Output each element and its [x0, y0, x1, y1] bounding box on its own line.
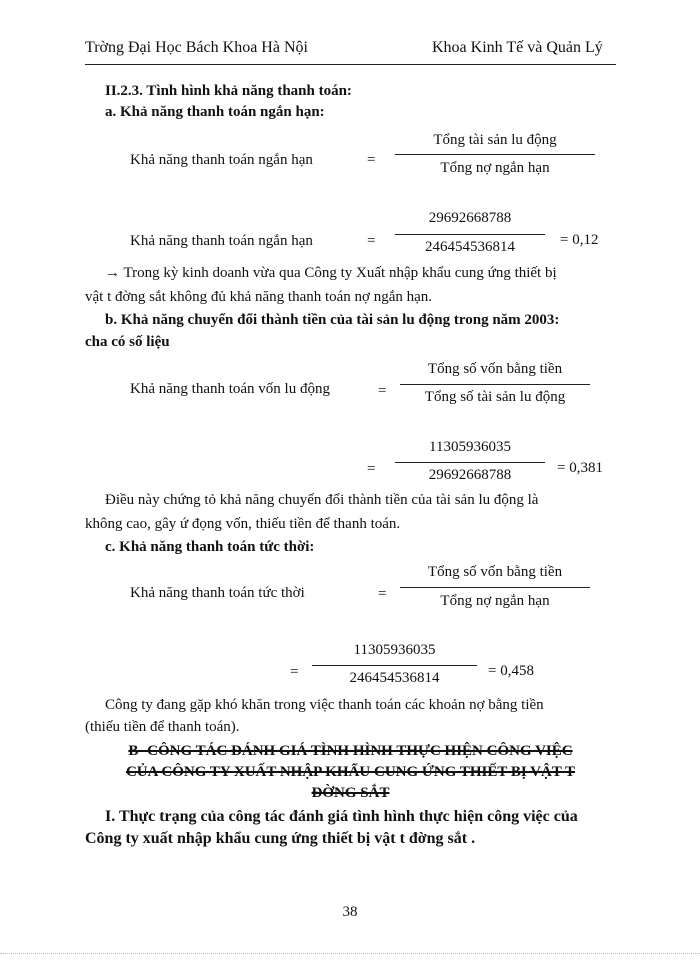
formula-c-fraction-line	[400, 587, 590, 588]
calc-b-result: = 0,381	[557, 460, 603, 476]
calc-c-fraction-line	[312, 665, 477, 666]
note-c-line2: (thiếu tiền để thanh toán).	[85, 719, 240, 735]
note-c-line1: Công ty đang gặp khó khăn trong việc thanh toán các khoản nợ bằng tiền	[105, 697, 544, 713]
calc-a-result: = 0,12	[560, 232, 599, 248]
formula-b-label: Khả năng thanh toán vốn lu động	[130, 381, 330, 397]
calc-a-eq: =	[367, 233, 376, 249]
subsection-a-title: a. Khả năng thanh toán ngắn hạn:	[105, 104, 325, 120]
calc-a-label: Khả năng thanh toán ngắn hạn	[130, 233, 313, 249]
header-left: Trờng Đại Học Bách Khoa Hà Nội	[85, 39, 308, 56]
calc-b-numerator: 11305936035	[429, 439, 511, 455]
formula-a-fraction-line	[395, 154, 595, 155]
page-number: 38	[342, 904, 358, 920]
formula-a-numerator: Tổng tài sản lu động	[433, 132, 557, 148]
subsection-b-sub: cha có số liệu	[85, 334, 170, 350]
part-b-heading-line3: ĐỜNG SẮT	[311, 785, 390, 801]
part-i-line1: I. Thực trạng của công tác đánh giá tình hình thực hiện công việc của	[105, 808, 578, 825]
formula-b-numerator: Tổng số vốn bằng tiền	[427, 361, 563, 377]
formula-c-label: Khả năng thanh toán tức thời	[130, 585, 305, 601]
calc-a-fraction-line	[395, 234, 545, 235]
part-i-line2: Công ty xuất nhập khẩu cung ứng thiết bị vật t đờng sắt .	[85, 830, 476, 847]
calc-b-eq: =	[367, 461, 376, 477]
subsection-c-title: c. Khả năng thanh toán tức thời:	[105, 539, 315, 555]
calc-c-denominator: 246454536814	[349, 670, 440, 686]
page-bottom-rule	[0, 953, 700, 954]
header-right: Khoa Kinh Tế và Quản Lý	[432, 39, 603, 56]
arrow-right-icon: →	[105, 265, 120, 281]
calc-c-result: = 0,458	[488, 663, 534, 679]
formula-c-numerator: Tổng số vốn bằng tiền	[427, 564, 563, 580]
part-b-heading-line2: CỦA CÔNG TY XUẤT NHẬP KHẨU CUNG ỨNG THIẾT BỊ VẬT T	[125, 764, 576, 780]
formula-a-denominator: Tổng nợ ngắn hạn	[440, 160, 550, 176]
calc-a-numerator: 29692668788	[428, 210, 512, 226]
formula-c-denominator: Tổng nợ ngắn hạn	[440, 593, 550, 609]
note-a-line1	[105, 265, 557, 282]
part-b-heading-line1: B- CÔNG TÁC ĐÁNH GIÁ TÌNH HÌNH THỰC HIỆN CÔNG VIỆC	[128, 743, 573, 759]
header-rule	[85, 64, 616, 65]
formula-a-eq: =	[367, 152, 376, 168]
calc-b-denominator: 29692668788	[428, 467, 512, 483]
note-b-line2: không cao, gây ứ đọng vốn, thiếu tiền để thanh toán.	[85, 516, 401, 532]
formula-b-eq: =	[378, 383, 387, 399]
calc-c-numerator: 11305936035	[353, 642, 436, 658]
section-title: II.2.3. Tình hình khả năng thanh toán:	[105, 83, 352, 99]
formula-b-denominator: Tổng số tài sản lu động	[424, 389, 566, 405]
calc-b-fraction-line	[395, 462, 545, 463]
calc-a-denominator: 246454536814	[425, 239, 515, 255]
note-a-line2: vật t đờng sắt không đủ khả năng thanh toán nợ ngắn hạn.	[85, 289, 433, 305]
subsection-b-title: b. Khả năng chuyển đổi thành tiền của tài sản lu động trong năm 2003:	[105, 312, 560, 328]
calc-c-eq: =	[290, 664, 299, 680]
note-a-line1-text: Trong kỳ kinh doanh vừa qua Công ty Xuất nhập khẩu cung ứng thiết bị	[120, 265, 557, 281]
formula-a-label: Khả năng thanh toán ngắn hạn	[130, 152, 313, 168]
note-b-line1: Điều này chứng tỏ khả năng chuyển đổi thành tiền của tài sản lu động là	[105, 492, 539, 508]
formula-b-fraction-line	[400, 384, 590, 385]
formula-c-eq: =	[378, 586, 387, 602]
